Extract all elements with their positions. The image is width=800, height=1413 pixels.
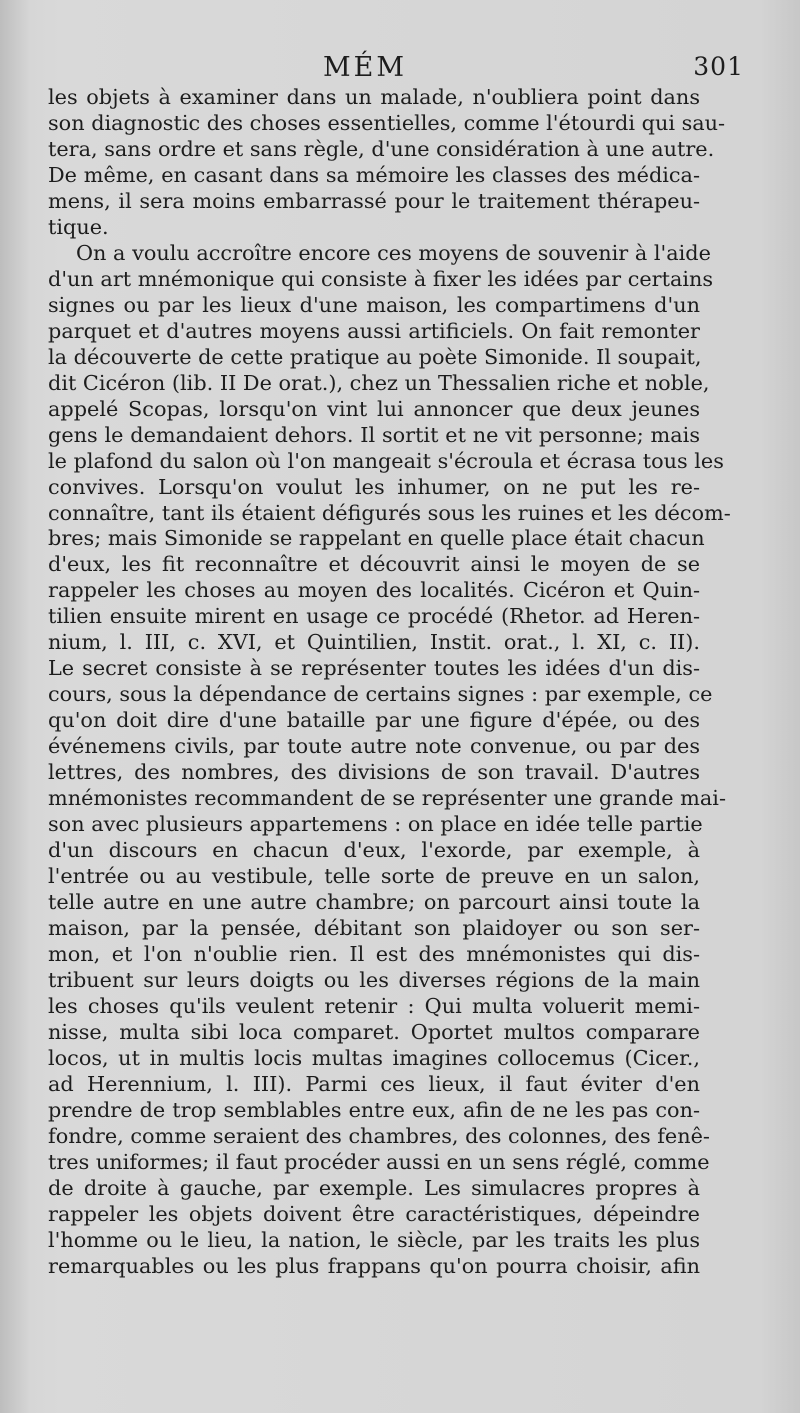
- text-line: connaître, tant ils étaient défigurés sous les ruines et les décom-: [48, 500, 731, 525]
- text-line: les objets à examiner dans un malade, n'oubliera point dans: [48, 85, 700, 109]
- text-line: ad Herennium, l. III). Parmi ces lieux, il faut éviter d'en: [48, 1071, 700, 1096]
- text-line: nium, l. III, c. XVI, et Quintilien, Instit. orat., l. XI, c. II).: [48, 630, 700, 655]
- text-line: tres uniformes; il faut procéder aussi en un sens réglé, comme: [48, 1149, 710, 1174]
- text-line: remarquables ou les plus frappans qu'on pourra choisir, afin: [48, 1253, 700, 1278]
- text-line: maison, par la pensée, débitant son plaidoyer ou son ser-: [48, 916, 700, 940]
- text-line: tribuent sur leurs doigts ou les diverses régions de la main: [48, 967, 700, 992]
- text-line: On a voulu accroître encore ces moyens de souvenir à l'aide: [76, 240, 711, 265]
- text-line: tilien ensuite mirent en usage ce procédé (Rhetor. ad Heren-: [48, 604, 700, 629]
- text-line: parquet et d'autres moyens aussi artificiels. On fait remonter: [48, 318, 700, 343]
- text-line: tique.: [48, 214, 109, 239]
- text-line: fondre, comme seraient des chambres, des colonnes, des fenê-: [48, 1123, 710, 1148]
- text-line: tera, sans ordre et sans règle, d'une considération à une autre.: [48, 136, 715, 161]
- text-line: Le secret consiste à se représenter toutes les idées d'un dis-: [48, 656, 700, 681]
- text-line: la découverte de cette pratique au poète Simonide. Il soupait,: [48, 344, 702, 369]
- text-line: son diagnostic des choses essentielles, comme l'étourdi qui sau-: [48, 110, 726, 135]
- page-header: [48, 52, 744, 86]
- text-line: prendre de trop semblables entre eux, afin de ne les pas con-: [48, 1097, 700, 1122]
- text-line: le plafond du salon où l'on mangeait s'écroula et écrasa tous les: [48, 448, 724, 473]
- text-line: qu'on doit dire d'une bataille par une figure d'épée, ou des: [48, 708, 700, 733]
- text-line: les choses qu'ils veulent retenir : Qui multa voluerit memi-: [48, 993, 700, 1018]
- text-line: appelé Scopas, lorsqu'on vint lui annoncer que deux jeunes: [48, 396, 700, 421]
- text-line: telle autre en une autre chambre; on parcourt ainsi toute la: [48, 890, 700, 915]
- text-line: bres; mais Simonide se rappelant en quelle place était chacun: [48, 526, 705, 551]
- text-line: d'eux, les fit reconnaître et découvrit ainsi le moyen de se: [48, 552, 700, 577]
- text-line: rappeler les choses au moyen des localités. Cicéron et Quin-: [48, 578, 700, 603]
- text-line: son avec plusieurs appartemens : on place en idée telle partie: [48, 812, 703, 837]
- text-line: événemens civils, par toute autre note convenue, ou par des: [48, 734, 700, 759]
- text-line: l'homme ou le lieu, la nation, le siècle, par les traits les plus: [48, 1227, 700, 1252]
- text-line: mens, il sera moins embarrassé pour le traitement thérapeu-: [48, 188, 700, 213]
- text-line: mnémonistes recommandent de se représenter une grande mai-: [48, 786, 726, 811]
- running-head: MÉM: [322, 52, 407, 83]
- text-line: De même, en casant dans sa mémoire les classes des médica-: [48, 162, 700, 187]
- text-line: cours, sous la dépendance de certains signes : par exemple, ce: [48, 682, 713, 707]
- text-line: dit Cicéron (lib. II De orat.), chez un Thessalien riche et noble,: [48, 370, 710, 395]
- body-text: [48, 85, 731, 1280]
- text-line: lettres, des nombres, des divisions de son travail. D'autres: [48, 760, 700, 785]
- text-line: convives. Lorsqu'on voulut les inhumer, on ne put les re-: [48, 474, 700, 499]
- text-line: mon, et l'on n'oublie rien. Il est des mnémonistes qui dis-: [48, 941, 700, 966]
- text-line: d'un discours en chacun d'eux, l'exorde, par exemple, à: [48, 838, 700, 863]
- page-number: 301: [693, 52, 744, 81]
- text-line: nisse, multa sibi loca comparet. Oportet multos comparare: [48, 1019, 700, 1044]
- text-line: locos, ut in multis locis multas imagines collocemus (Cicer.,: [48, 1045, 700, 1070]
- text-line: d'un art mnémonique qui consiste à fixer les idées par certains: [48, 266, 714, 291]
- text-line: gens le demandaient dehors. Il sortit et ne vit personne; mais: [48, 422, 700, 447]
- text-line: signes ou par les lieux d'une maison, les compartimens d'un: [48, 292, 700, 317]
- text-line: l'entrée ou au vestibule, telle sorte de preuve en un salon,: [48, 864, 700, 889]
- text-line: de droite à gauche, par exemple. Les simulacres propres à: [48, 1175, 700, 1200]
- text-line: rappeler les objets doivent être caractéristiques, dépeindre: [48, 1201, 700, 1226]
